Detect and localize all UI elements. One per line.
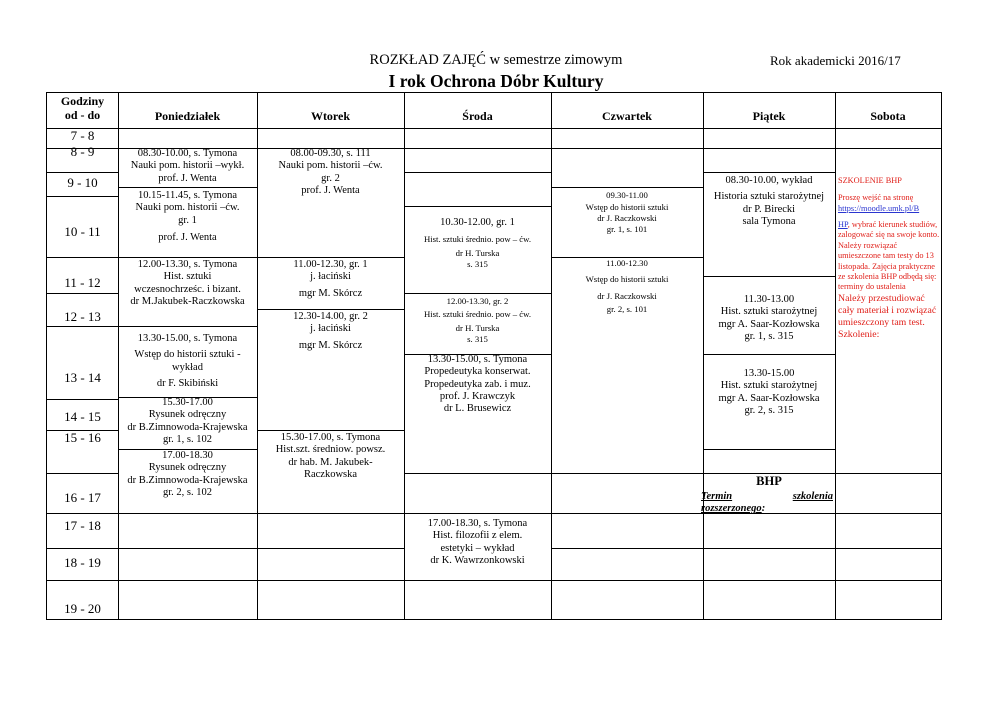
saturday-bhp-note: SZKOLENIE BHP Proszę wejść na stronę https://moodle.umk.pl/B HP, wybrać kierunek studiów, zalogować się na swoje konto. Należy rozwiązać umieszczone tam testy do 13 listopada. Zajęcia praktyczne ze szkolenia BHP odbędą się: terminy do ustalenia Należy przestudiować cały materiał i rozwiązać umieszczony tam test. Szkolenie: (838, 176, 940, 341)
header-wednesday: Środa (462, 109, 493, 123)
header-saturday: Sobota (870, 109, 906, 123)
class-entry-wednesday-2: 12.00-13.30, gr. 2 Hist. sztuki średnio. pow – ćw. dr H. Turska s. 315 (423, 296, 532, 345)
class-entry-tuesday-4: 15.30-17.00, s. Tymona Hist.szt. średniow. powsz. dr hab. M. Jakubek- Raczkowska (275, 432, 386, 480)
hour-label: 19 - 20 (64, 601, 101, 616)
moodle-link-continued[interactable]: HP (838, 220, 848, 230)
academic-year: Rok akademicki 2016/17 (770, 53, 901, 68)
hour-label: 7 - 8 (70, 128, 95, 143)
hours-header: Godziny od - do (60, 94, 105, 123)
title-line-2: I rok Ochrona Dóbr Kultury (388, 71, 604, 91)
hour-label: 13 - 14 (64, 370, 101, 385)
class-entry-monday-3: 12.00-13.30, s. Tymona Hist. sztuki wczesnochrześc. i bizant. dr M.Jakubek-Raczkowska (130, 259, 245, 307)
title-line-1: ROZKŁAD ZAJĘĆ w semestrze zimowym (369, 52, 623, 68)
class-entry-tuesday-1: 08.00-09.30, s. 111 Nauki pom. historii –ćw. gr. 2 prof. J. Wenta (278, 148, 383, 196)
class-entry-monday-6: 17.00-18.30 Rysunek odręczny dr B.Zimnowoda-Krajewska gr. 2, s. 102 (127, 450, 248, 498)
class-entry-friday-2: 11.30-13.00 Hist. sztuki starożytnej mgr A. Saar-Kozłowska gr. 1, s. 315 (718, 294, 820, 342)
hour-label: 10 - 11 (64, 224, 101, 239)
class-entry-tuesday-3: 12.30-14.00, gr. 2 j. łaciński mgr M. Skórcz (293, 311, 368, 351)
hour-label: 18 - 19 (64, 555, 101, 570)
hour-label: 9 - 10 (67, 175, 98, 190)
hour-label: 14 - 15 (64, 409, 101, 424)
class-entry-monday-1: 08.30-10.00, s. Tymona Nauki pom. historii –wykł. prof. J. Wenta (130, 148, 245, 184)
header-monday: Poniedziałek (154, 109, 221, 123)
hour-label: 15 - 16 (64, 430, 101, 445)
hour-label: 11 - 12 (64, 275, 101, 290)
hour-label: 12 - 13 (64, 309, 101, 324)
class-entry-tuesday-2: 11.00-12.30, gr. 1 j. łaciński mgr M. Skórcz (293, 259, 368, 299)
class-entry-monday-4: 13.30-15.00, s. Tymona Wstęp do historii sztuki - wykład dr F. Skibiński (134, 333, 241, 389)
hour-label: 8 - 9 (70, 144, 95, 159)
class-entry-wednesday-4: 17.00-18.30, s. Tymona Hist. filozofii z elem. estetyki – wykład dr K. Wawrzonkowski (427, 518, 528, 566)
header-friday: Piątek (752, 109, 786, 123)
schedule-table (46, 92, 942, 620)
class-entry-friday-1: 08.30-10.00, wykład Historia sztuki starożytnej dr P. Birecki sala Tymona (713, 175, 825, 227)
class-entry-monday-5: 15.30-17.00 Rysunek odręczny dr B.Zimnowoda-Krajewska gr. 1, s. 102 (127, 397, 248, 445)
class-entry-wednesday-3: 13.30-15.00, s. Tymona Propedeutyka konserwat. Propedeutyka zab. i muz. prof. J. Krawczyk dr L. Brusewicz (424, 354, 531, 415)
header-thursday: Czwartek (602, 109, 652, 123)
header-tuesday: Wtorek (310, 109, 351, 123)
class-entry-friday-3: 13.30-15.00 Hist. sztuki starożytnej mgr A. Saar-Kozłowska gr. 2, s. 315 (718, 368, 820, 416)
class-entry-monday-2: 10.15-11.45, s. Tymona Nauki pom. historii –ćw. gr. 1 prof. J. Wenta (135, 190, 240, 243)
hour-label: 17 - 18 (64, 518, 101, 533)
bhp-title: BHP (756, 474, 782, 488)
moodle-link[interactable]: https://moodle.umk.pl/B (838, 203, 920, 213)
class-entry-wednesday-1: 10.30-12.00, gr. 1 Hist. sztuki średnio. pow – ćw. dr H. Turska s. 315 (423, 217, 532, 270)
class-entry-thursday-2: 11.00-12.30 Wstęp do historii sztuki dr J. Raczkowski gr. 2, s. 101 (585, 258, 669, 315)
bhp-extended-training-note: Termin szkolenia rozszerzonego: (701, 491, 833, 515)
class-entry-thursday-1: 09.30-11.00 Wstęp do historii sztuki dr J. Raczkowski gr. 1, s. 101 (585, 190, 669, 235)
hour-label: 16 - 17 (64, 490, 101, 505)
